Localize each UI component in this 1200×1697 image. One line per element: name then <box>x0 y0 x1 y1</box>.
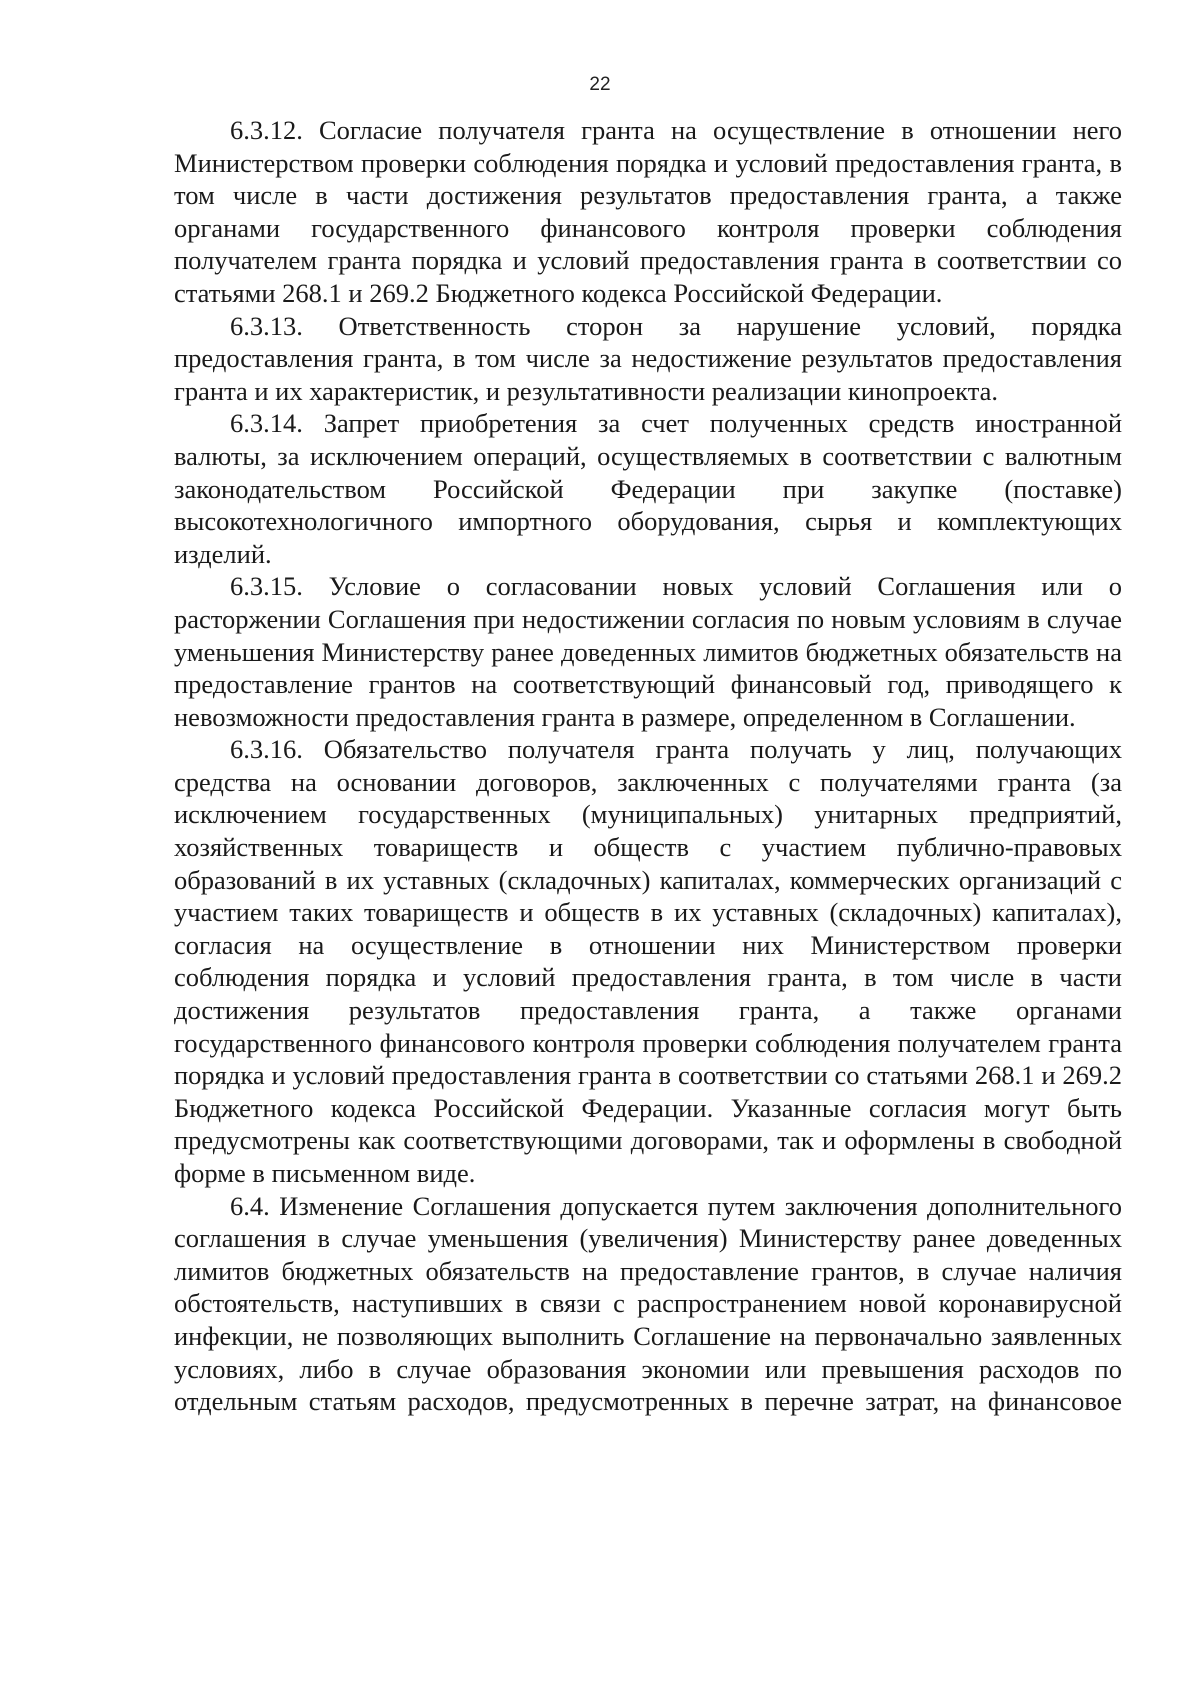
document-body <box>174 114 1122 1418</box>
paragraph-6-3-15: 6.3.15. Условие о согласовании новых условий Соглашения или о расторжении Соглашения при недостижении согласия по новым условиям в случае уменьшения Министерству ранее доведенных лимитов бюджетных обязательств на предоставление грантов на соответствующий финансовый год, приводящего к невозможности предоставления гранта в размере, определенном в Соглашении. <box>174 571 1122 732</box>
paragraph-6-3-14: 6.3.14. Запрет приобретения за счет полученных средств иностранной валюты, за исключением операций, осуществляемых в соответствии с валютным законодательством Российской Федерации при закупке (поставке) высокотехнологичного импортного оборудования, сырья и комплектующих изделий. <box>174 408 1122 569</box>
paragraph-6-3-16: 6.3.16. Обязательство получателя гранта получать у лиц, получающих средства на основании договоров, заключенных с получателями гранта (за исключением государственных (муниципальных) унитарных предприятий, хозяйственных товариществ и обществ с участием публично-правовых образований в их уставных (складочных) капиталах, коммерческих организаций с участием таких товариществ и обществ в их уставных (складочных) капиталах), согласия на осуществление в отношении них Министерством проверки соблюдения порядка и условий предоставления гранта, в том числе в части достижения результатов предоставления гранта, а также органами государственного финансового контроля проверки соблюдения получателем гранта порядка и условий предоставления гранта в соответствии со статьями 268.1 и 269.2 Бюджетного кодекса Российской Федерации. Указанные согласия могут быть предусмотрены как соответствующими договорами, так и оформлены в свободной форме в письменном виде. <box>174 734 1122 1188</box>
page-number: 22 <box>589 74 611 95</box>
paragraph-6-4: 6.4. Изменение Соглашения допускается путем заключения дополнительного соглашения в случае уменьшения (увеличения) Министерству ранее доведенных лимитов бюджетных обязательств на предоставление грантов, в случае наличия обстоятельств, наступивших в связи с распространением новой коронавирусной инфекции, не позволяющих выполнить Соглашение на первоначально заявленных условиях, либо в случае образования экономии или превышения расходов по отдельным статьям расходов, предусмотренных в перечне затрат, на финансовое <box>174 1190 1122 1417</box>
paragraph-6-3-12: 6.3.12. Согласие получателя гранта на осуществление в отношении него Министерством проверки соблюдения порядка и условий предоставления гранта, в том числе в части достижения результатов предоставления гранта, а также органами государственного финансового контроля проверки соблюдения получателем гранта порядка и условий предоставления гранта в соответствии со статьями 268.1 и 269.2 Бюджетного кодекса Российской Федерации. <box>174 115 1122 308</box>
paragraph-6-3-13: 6.3.13. Ответственность сторон за нарушение условий, порядка предоставления гранта, в том числе за недостижение результатов предоставления гранта и их характеристик, и результативности реализации кинопроекта. <box>174 310 1122 406</box>
